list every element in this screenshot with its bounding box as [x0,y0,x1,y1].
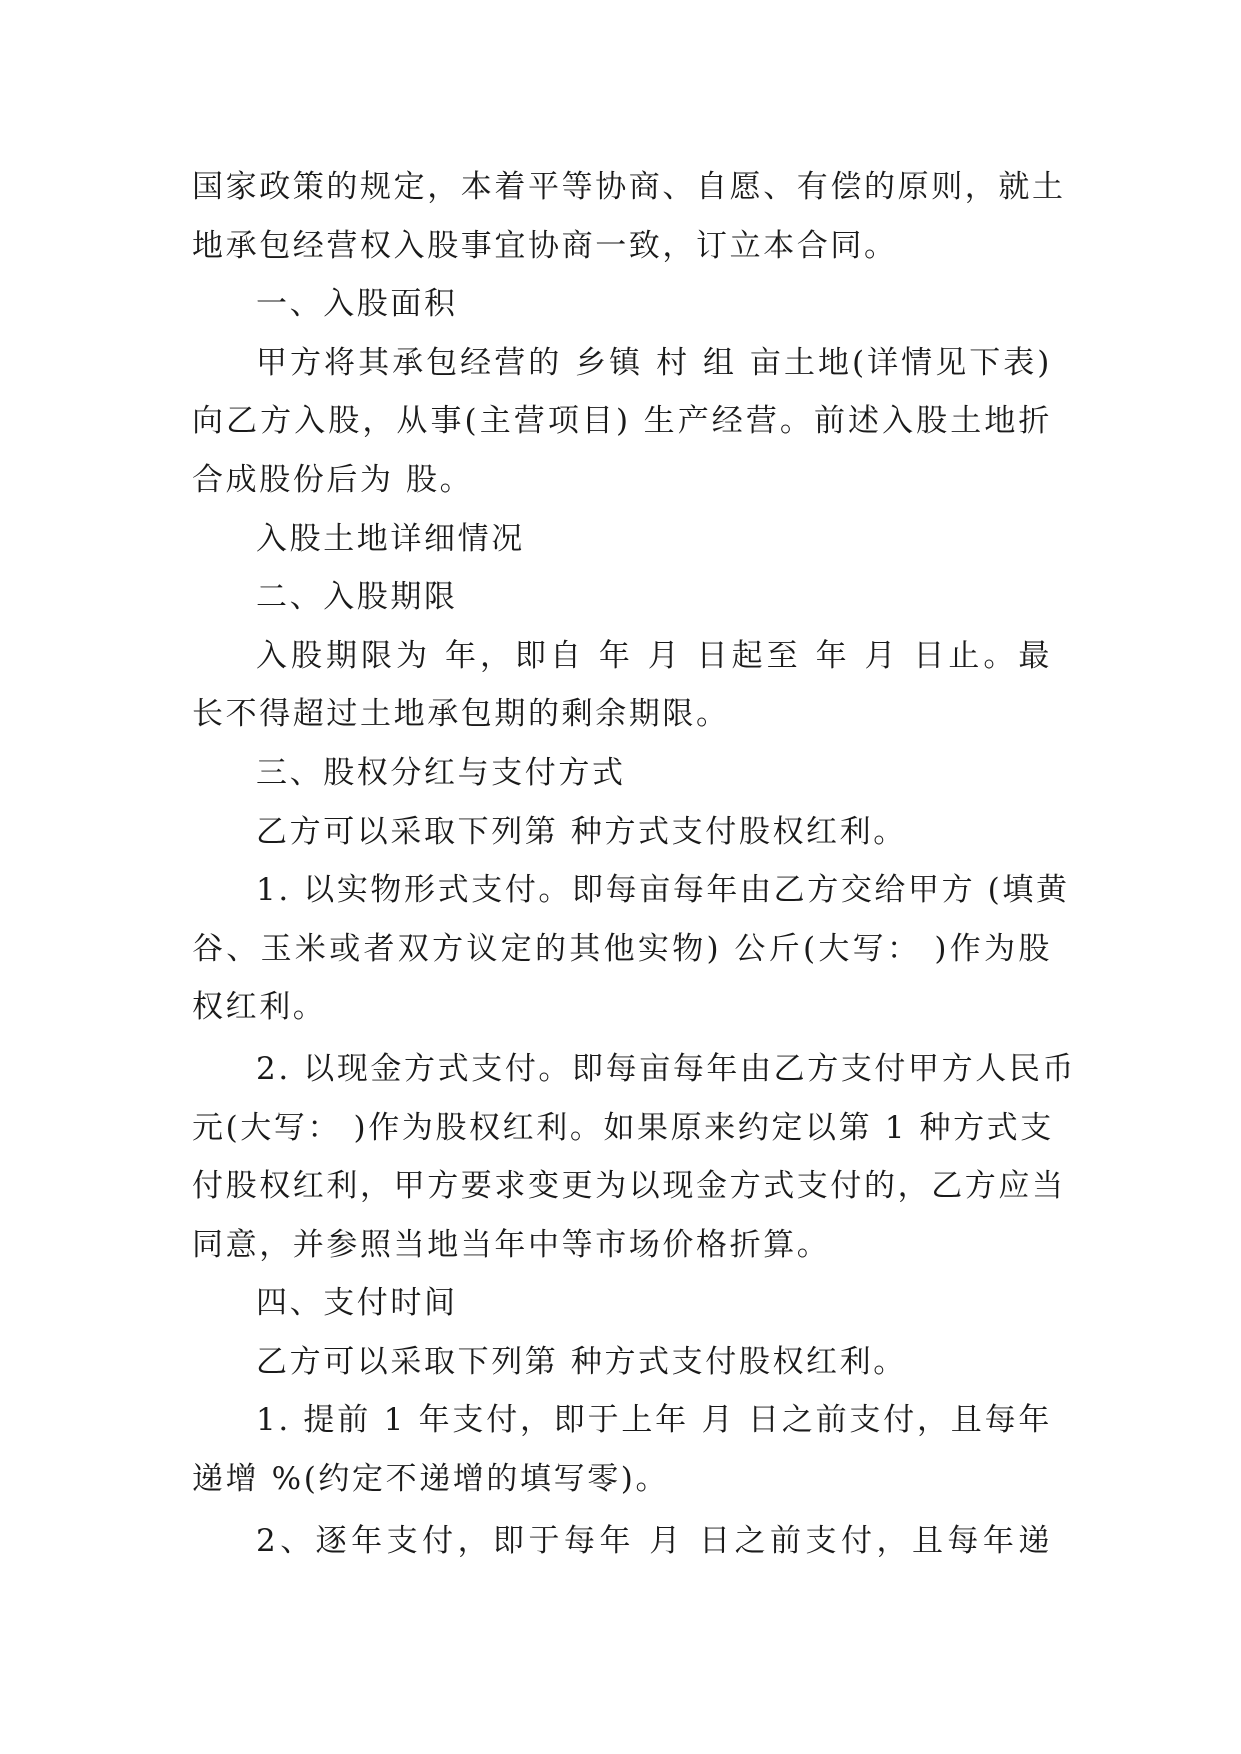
paragraph-line: 长不得超过土地承包期的剩余期限。 [192,696,730,733]
list-item-line: 递增 %(约定不递增的填写零)。 [192,1461,670,1498]
paragraph-line: 国家政策的规定，本着平等协商、自愿、有偿的原则，就土 [192,169,1066,205]
section-heading: 二、入股期限 [256,579,458,616]
paragraph-line: 乙方可以采取下列第 种方式支付股权红利。 [256,813,907,850]
list-item-line: 权红利。 [192,989,327,1026]
section-heading: 三、股权分红与支付方式 [256,754,626,791]
list-item-line: 2、逐年支付，即于每年 月 日之前支付，且每年递 [256,1522,1052,1559]
paragraph-line: 向乙方入股，从事(主营项目) 生产经营。前述入股土地折 [192,403,1052,440]
list-item-line: 付股权红利，甲方要求变更为以现金方式支付的，乙方应当 [192,1168,1066,1205]
list-item-line: 1. 提前 1 年支付，即于上年 月 日之前支付，且每年 [256,1402,1052,1439]
section-heading: 四、支付时间 [256,1285,458,1322]
paragraph-line: 入股期限为 年，即自 年 月 日起至 年 月 日止。最 [256,637,1052,674]
paragraph-line: 乙方可以采取下列第 种方式支付股权红利。 [256,1343,907,1380]
document-body [192,158,1077,1570]
paragraph-line: 甲方将其承包经营的 乡镇 村 组 亩土地(详情见下表) [256,344,1052,381]
paragraph-line: 地承包经营权入股事宜协商一致，订立本合同。 [192,227,898,264]
list-item-line: 1. 以实物形式支付。即每亩每年由乙方交给甲方 (填黄 [256,872,1070,909]
paragraph-line: 入股土地详细情况 [256,520,525,557]
list-item-line: 同意，并参照当地当年中等市场价格折算。 [192,1226,831,1263]
paragraph-line: 合成股份后为 股。 [192,461,474,498]
list-item-line: 元(大写： )作为股权红利。如果原来约定以第 1 种方式支 [192,1109,1054,1146]
list-item-line: 2. 以现金方式支付。即每亩每年由乙方支付甲方人民币 [256,1050,1077,1087]
section-heading: 一、入股面积 [256,286,458,323]
list-item-line: 谷、玉米或者双方议定的其他实物) 公斤(大写： )作为股 [192,930,1052,967]
